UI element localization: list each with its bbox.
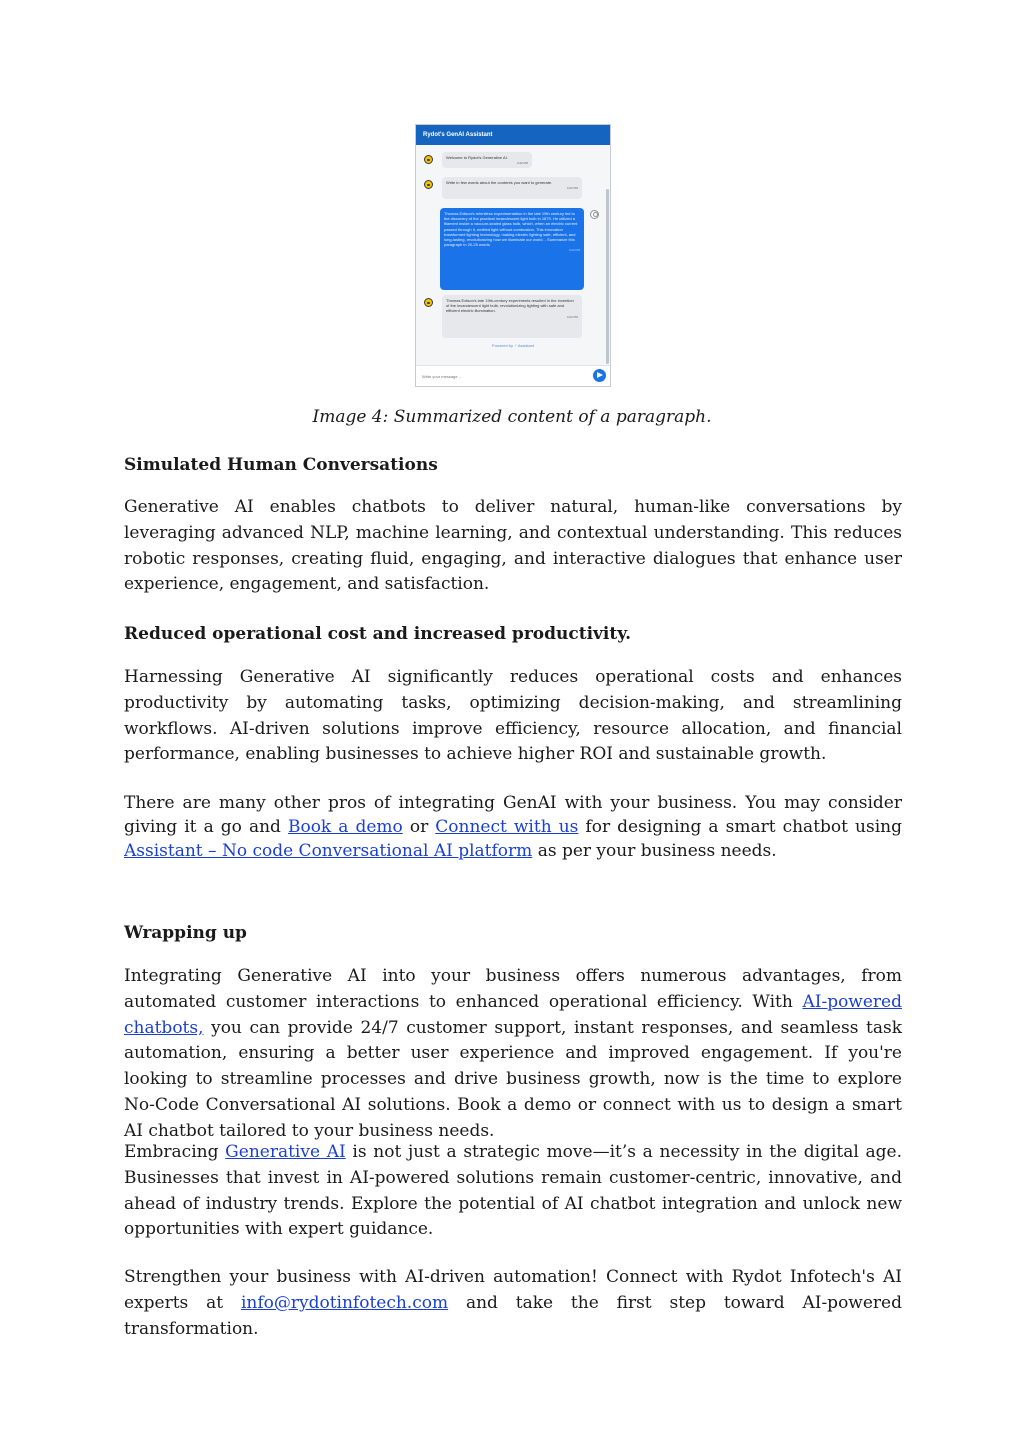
- message-text: Thomas Edison's relentless experimentation in the late 19th century led to the discovery of the practical incandescent light bulb in 1879. He utilized a filament inside a vacuum-sealed glass bulb, which, when an electric current passed through it, emitted light without combustion. This innovation transformed lighting technology, making electric lighting safe, efficient, and long-lasting, revolutionizing how we illuminate our world. - Summarize this paragraph in 20-25 words.: [444, 211, 578, 248]
- ai-powered-chatbots-link[interactable]: AI-powered chatbots,: [124, 991, 902, 1038]
- paragraph-simulated: Generative AI enables chatbots to deliver natural, human-like conversations by leveraging advanced NLP, machine learning, and contextual understanding. This reduces robotic responses, creating fluid, engaging, and interactive dialogues that enhance user experience, engagement, and satisfaction.: [124, 497, 902, 595]
- bot-message: [442, 295, 582, 338]
- message-time: 4:22 PM: [566, 314, 578, 319]
- user-avatar-icon: [590, 210, 599, 219]
- bot-avatar-icon: [424, 180, 433, 189]
- text: and take the first step toward AI-powered transformation.: [124, 1292, 902, 1339]
- text: Embracing: [124, 1142, 226, 1162]
- message-text: Write in few words about the contents you want to generate.: [446, 180, 553, 185]
- section-heading-reduced: Reduced operational cost and increased productivity.: [124, 624, 632, 644]
- text: Integrating Generative AI into your business offers numerous advantages, from automated customer interactions to enhanced operational efficiency. With: [124, 966, 902, 1012]
- paragraph-pros: [124, 791, 902, 863]
- powered-by: [416, 343, 610, 348]
- bot-avatar-icon: [424, 155, 433, 164]
- message-text: Welcome to Rydot's Generative AI.: [446, 155, 508, 160]
- assistant-platform-link[interactable]: Assistant – No code Conversational AI platform: [124, 841, 533, 861]
- bot-message: [442, 177, 582, 199]
- email-link[interactable]: info@rydotinfotech.com: [240, 1292, 449, 1313]
- text: There are many other pros of integrating GenAI with your business. You may consider giving it a go and: [124, 793, 902, 837]
- user-message: [440, 208, 584, 290]
- text: for designing a smart chatbot using: [578, 817, 902, 837]
- text: as per your business needs.: [532, 841, 777, 861]
- chat-scrollbar[interactable]: [606, 189, 609, 364]
- book-demo-link[interactable]: Book a demo: [287, 817, 403, 837]
- chat-screenshot: [415, 124, 611, 387]
- message-text: Thomas Edison's late 19th-century experiments resulted in the invention of the incandescent light bulb, revolutionizing lighting with safe and efficient electric illumination.: [446, 298, 574, 314]
- bot-message: [442, 152, 532, 168]
- message-time: 4:22 PM: [516, 161, 528, 166]
- send-icon[interactable]: [593, 369, 606, 382]
- message-input[interactable]: [422, 371, 582, 381]
- powered-by-brand: Assistant: [517, 343, 535, 348]
- section-heading-wrapping: Wrapping up: [124, 923, 247, 943]
- text: you can provide 24/7 customer support, instant responses, and seamless task automation, ensuring a better user experience and improved engagement. If you're looking to streamline processes and drive business growth, now is the time to explore No-Code Conversational AI solutions. Book a demo or connect with us to design a smart AI chatbot tailored to your business needs.: [124, 1017, 902, 1141]
- image-caption: Image 4: Summarized content of a paragraph.: [312, 407, 712, 427]
- text: is not just a strategic move—it’s a necessity in the digital age. Businesses that invest in AI-powered solutions remain customer-centric, innovative, and ahead of industry trends. Explore the potential of AI chatbot integration and unlock new opportunities with expert guidance.: [124, 1142, 902, 1240]
- paragraph-wrapping-2: [124, 1140, 902, 1243]
- paragraph-reduced: Harnessing Generative AI significantly reduces operational costs and enhances productivity by automating tasks, optimizing decision-making, and streamlining workflows. AI-driven solutions improve efficiency, resource allocation, and financial performance, enabling businesses to achieve higher ROI and sustainable growth.: [124, 667, 902, 765]
- section-heading-simulated: Simulated Human Conversations: [124, 455, 438, 475]
- lightning-icon: ⚡: [514, 343, 517, 348]
- chat-header-title: Rydot's GenAI Assistant: [416, 125, 610, 145]
- paragraph-wrapping-1: [124, 964, 902, 1145]
- powered-by-label: Powered by: [491, 343, 514, 348]
- bot-avatar-icon: [424, 298, 433, 307]
- chat-input-bar: [416, 365, 610, 386]
- generative-ai-link[interactable]: Generative AI: [225, 1142, 346, 1162]
- chat-body: [416, 145, 610, 365]
- text: or: [402, 817, 436, 837]
- message-time: 4:22 PM: [566, 186, 578, 191]
- message-time: 4:22 PM: [568, 248, 580, 253]
- text: Strengthen your business with AI-driven automation! Connect with Rydot Infotech's AI experts at: [124, 1267, 902, 1313]
- paragraph-wrapping-3: [124, 1265, 902, 1342]
- connect-with-us-link[interactable]: Connect with us: [435, 817, 579, 837]
